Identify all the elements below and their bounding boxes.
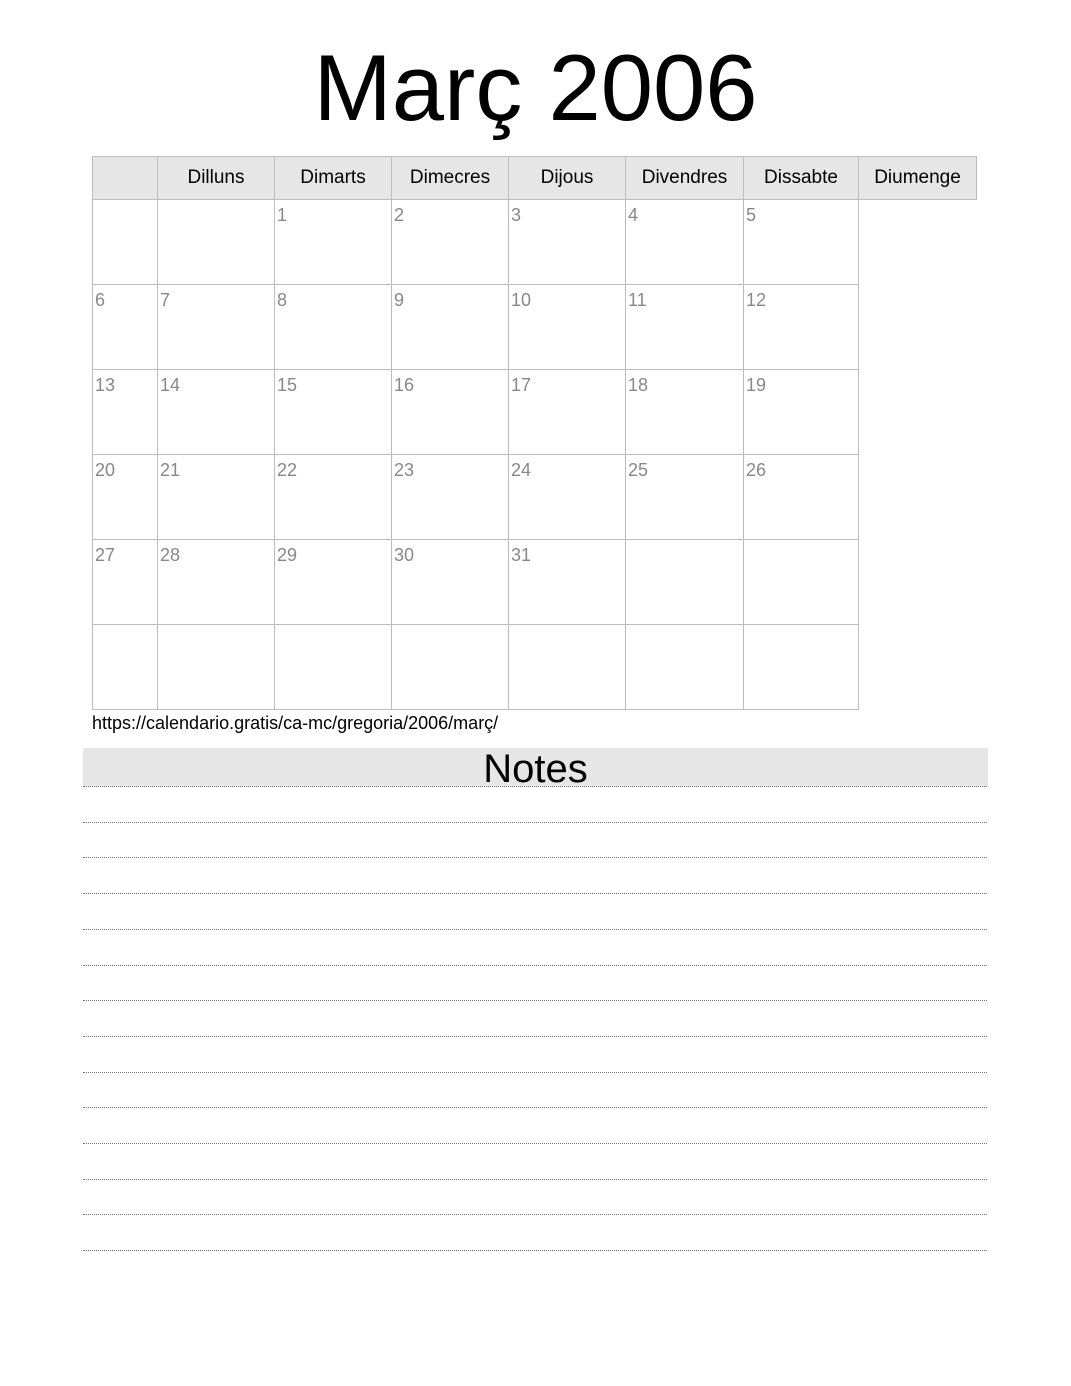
day-number: 29	[277, 545, 298, 565]
note-line	[83, 1214, 987, 1215]
note-line	[83, 1250, 987, 1251]
notes-heading: Notes	[83, 748, 988, 786]
day-number: 30	[394, 545, 415, 565]
day-cell	[93, 285, 158, 370]
weekday-header: Diumenge	[859, 157, 977, 200]
weekday-header: Dissabte	[744, 157, 859, 200]
day-number: 10	[511, 290, 532, 310]
day-number: 19	[746, 375, 767, 395]
day-cell	[392, 285, 509, 370]
day-number	[744, 540, 858, 545]
day-number: 6	[95, 290, 106, 310]
day-cell	[744, 370, 859, 455]
day-cell	[93, 200, 158, 285]
day-cell	[93, 455, 158, 540]
day-cell	[744, 200, 859, 285]
day-number	[158, 625, 274, 630]
day-number: 15	[277, 375, 298, 395]
day-number: 14	[160, 375, 181, 395]
day-cell	[626, 625, 744, 710]
week-row	[93, 540, 977, 625]
day-cell	[744, 540, 859, 625]
day-cell	[626, 455, 744, 540]
day-cell	[158, 625, 275, 710]
day-number	[744, 625, 858, 630]
note-line	[83, 929, 987, 930]
day-number	[509, 625, 625, 630]
week-row	[93, 625, 977, 710]
day-number: 8	[277, 290, 288, 310]
note-line	[83, 1072, 987, 1073]
day-number	[158, 200, 274, 205]
day-cell	[275, 200, 392, 285]
day-number: 20	[95, 460, 116, 480]
week-number-column	[93, 157, 158, 200]
day-cell	[392, 200, 509, 285]
day-number: 21	[160, 460, 181, 480]
day-cell	[158, 285, 275, 370]
day-number: 16	[394, 375, 415, 395]
weekday-header-row	[93, 157, 977, 200]
day-number	[392, 625, 508, 630]
week-row	[93, 285, 977, 370]
day-number: 9	[394, 290, 405, 310]
day-number: 12	[746, 290, 767, 310]
day-number: 28	[160, 545, 181, 565]
day-number	[93, 200, 157, 205]
day-number: 24	[511, 460, 532, 480]
note-line	[83, 893, 987, 894]
day-cell	[158, 540, 275, 625]
day-cell	[626, 540, 744, 625]
day-cell	[392, 370, 509, 455]
note-line	[83, 1000, 987, 1001]
day-cell	[275, 455, 392, 540]
day-number: 7	[160, 290, 171, 310]
note-line	[83, 1036, 987, 1037]
day-number: 3	[511, 205, 522, 225]
day-number: 27	[95, 545, 116, 565]
day-number: 22	[277, 460, 298, 480]
day-number: 4	[628, 205, 639, 225]
day-cell	[392, 455, 509, 540]
day-cell	[509, 370, 626, 455]
day-number: 18	[628, 375, 649, 395]
day-cell	[744, 625, 859, 710]
day-cell	[275, 370, 392, 455]
day-number	[626, 625, 743, 630]
day-cell	[392, 540, 509, 625]
day-number	[626, 540, 743, 545]
day-cell	[744, 285, 859, 370]
day-number: 31	[511, 545, 532, 565]
day-number: 1	[277, 205, 288, 225]
day-cell	[275, 540, 392, 625]
day-cell	[509, 200, 626, 285]
day-number: 11	[628, 290, 647, 310]
note-line	[83, 1143, 987, 1144]
day-cell	[509, 285, 626, 370]
page-title: Març 2006	[313, 35, 758, 140]
note-line	[83, 822, 987, 823]
source-url: https://calendario.gratis/ca-mc/gregoria/2006/març/	[92, 713, 499, 733]
day-cell	[158, 370, 275, 455]
weekday-header: Dijous	[509, 157, 626, 200]
weekday-header: Dilluns	[158, 157, 275, 200]
week-row	[93, 200, 977, 285]
day-cell	[744, 455, 859, 540]
day-number: 13	[95, 375, 116, 395]
day-cell	[93, 625, 158, 710]
note-line	[83, 1179, 987, 1180]
day-number: 23	[394, 460, 415, 480]
day-cell	[509, 455, 626, 540]
weekday-header: Divendres	[626, 157, 744, 200]
day-number: 25	[628, 460, 649, 480]
day-cell	[509, 625, 626, 710]
day-cell	[626, 370, 744, 455]
day-cell	[93, 370, 158, 455]
week-row	[93, 370, 977, 455]
day-cell	[158, 200, 275, 285]
weekday-header: Dimecres	[392, 157, 509, 200]
day-cell	[275, 285, 392, 370]
day-number	[93, 625, 157, 630]
day-cell	[626, 285, 744, 370]
note-line	[83, 965, 987, 966]
note-line	[83, 786, 987, 787]
day-cell	[158, 455, 275, 540]
day-number: 5	[746, 205, 757, 225]
day-cell	[275, 625, 392, 710]
day-number: 26	[746, 460, 767, 480]
day-cell	[509, 540, 626, 625]
month-calendar-grid	[92, 156, 977, 710]
day-cell	[626, 200, 744, 285]
week-row	[93, 455, 977, 540]
day-cell	[392, 625, 509, 710]
day-number	[275, 625, 391, 630]
note-line	[83, 857, 987, 858]
day-number: 17	[511, 375, 532, 395]
note-line	[83, 1107, 987, 1108]
day-cell	[93, 540, 158, 625]
weekday-header: Dimarts	[275, 157, 392, 200]
day-number: 2	[394, 205, 405, 225]
